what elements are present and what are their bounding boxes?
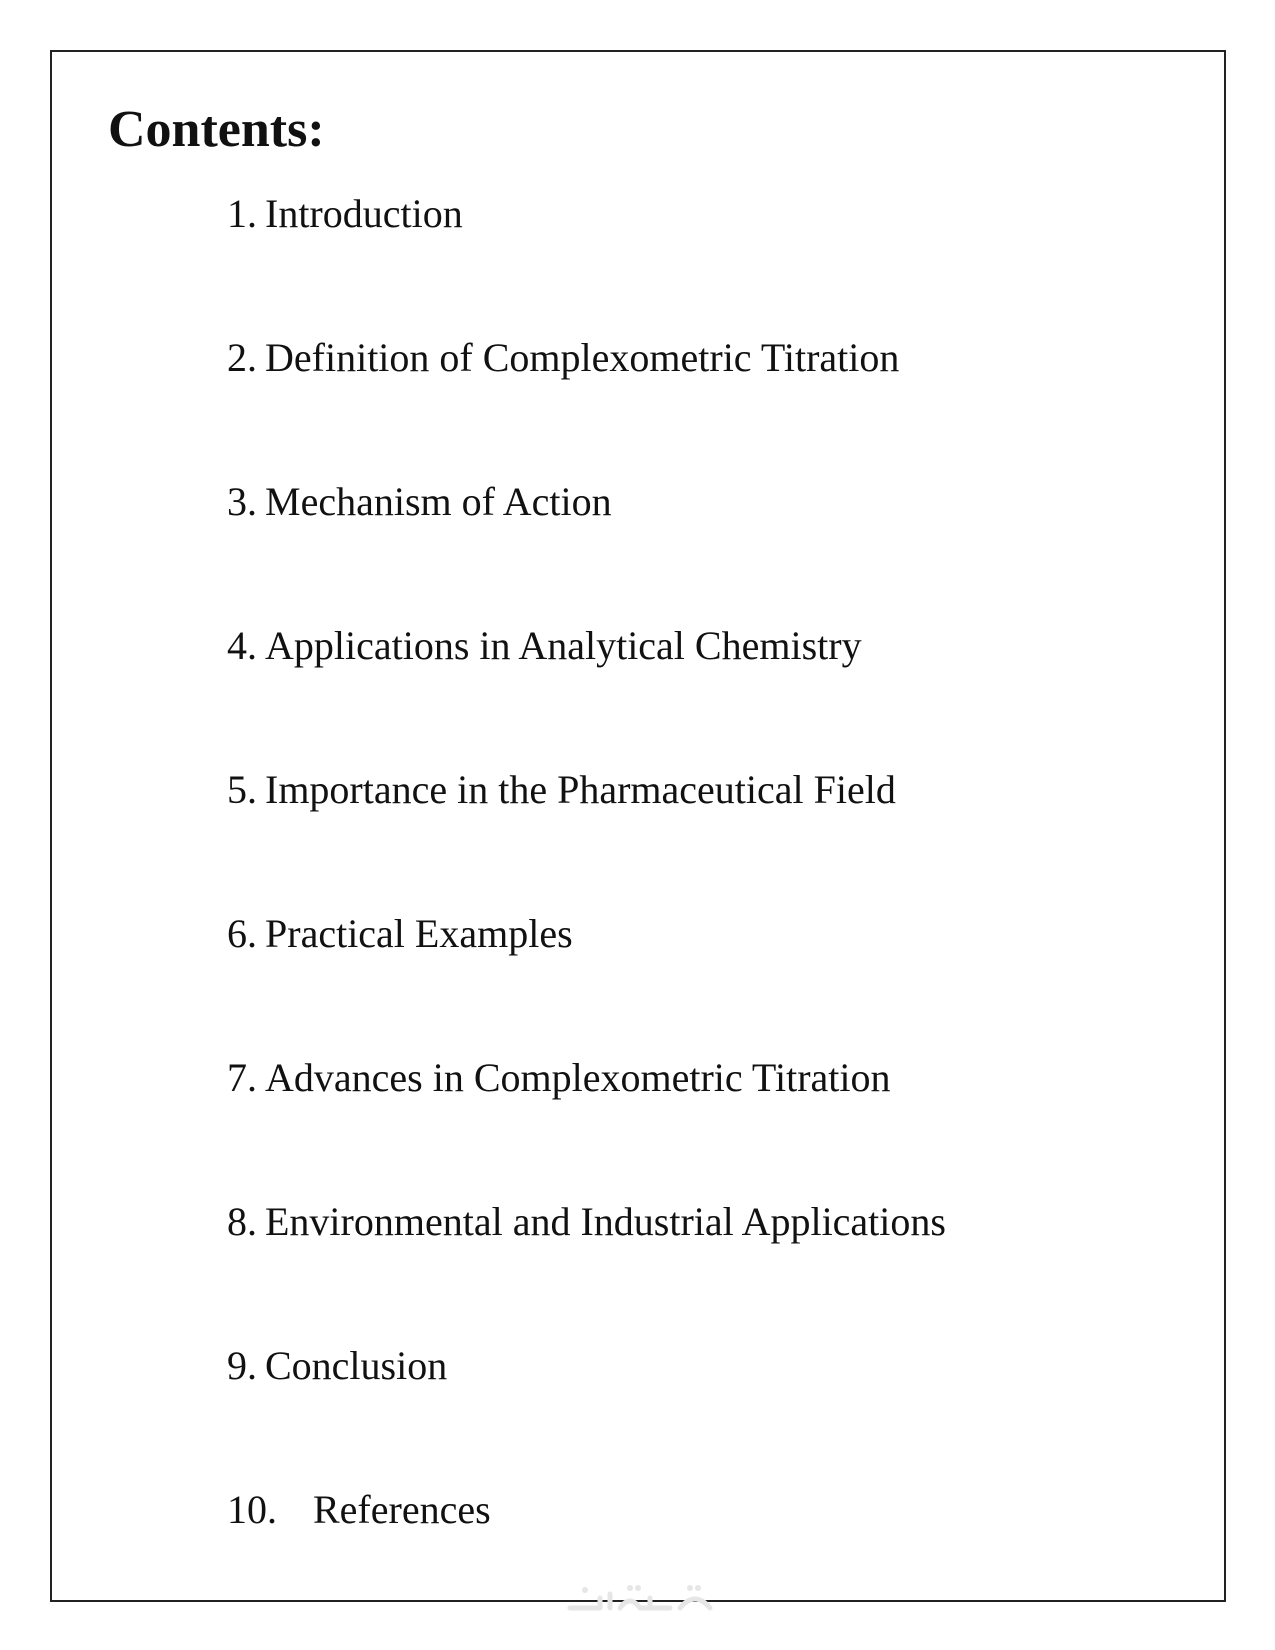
toc-item-number: 9. bbox=[227, 1343, 257, 1388]
watermark-logo-icon bbox=[560, 1580, 720, 1620]
toc-item-number: 2. bbox=[227, 335, 257, 380]
toc-item-number: 10. bbox=[227, 1487, 277, 1532]
toc-item-conclusion bbox=[227, 1343, 946, 1490]
toc-item-title: Advances in Complexometric Titration bbox=[265, 1055, 891, 1100]
toc-item-title: Introduction bbox=[265, 191, 463, 236]
watermark-logo bbox=[560, 1580, 720, 1620]
page-border bbox=[50, 50, 1226, 1602]
toc-item-advances bbox=[227, 1055, 946, 1202]
toc-item-title: Environmental and Industrial Applications bbox=[265, 1199, 946, 1244]
toc-item-number: 1. bbox=[227, 191, 257, 236]
toc-item-title: Definition of Complexometric Titration bbox=[265, 335, 900, 380]
toc-item-title: References bbox=[313, 1487, 491, 1532]
toc-item-number: 3. bbox=[227, 479, 257, 524]
toc-item-number: 6. bbox=[227, 911, 257, 956]
toc-item-number: 7. bbox=[227, 1055, 257, 1100]
toc-item-definition bbox=[227, 335, 946, 482]
toc-item-title: Importance in the Pharmaceutical Field bbox=[265, 767, 896, 812]
toc-item-number: 8. bbox=[227, 1199, 257, 1244]
table-of-contents bbox=[227, 191, 946, 1634]
toc-item-environmental bbox=[227, 1199, 946, 1346]
toc-item-practical-examples bbox=[227, 911, 946, 1058]
toc-item-title: Mechanism of Action bbox=[265, 479, 612, 524]
toc-item-mechanism bbox=[227, 479, 946, 626]
toc-item-title: Practical Examples bbox=[265, 911, 573, 956]
toc-item-title: Conclusion bbox=[265, 1343, 448, 1388]
contents-heading: Contents: bbox=[108, 101, 325, 158]
toc-item-applications bbox=[227, 623, 946, 770]
toc-item-importance bbox=[227, 767, 946, 914]
toc-item-number: 5. bbox=[227, 767, 257, 812]
toc-item-title: Applications in Analytical Chemistry bbox=[265, 623, 862, 668]
toc-item-number: 4. bbox=[227, 623, 257, 668]
toc-item-introduction bbox=[227, 191, 946, 338]
